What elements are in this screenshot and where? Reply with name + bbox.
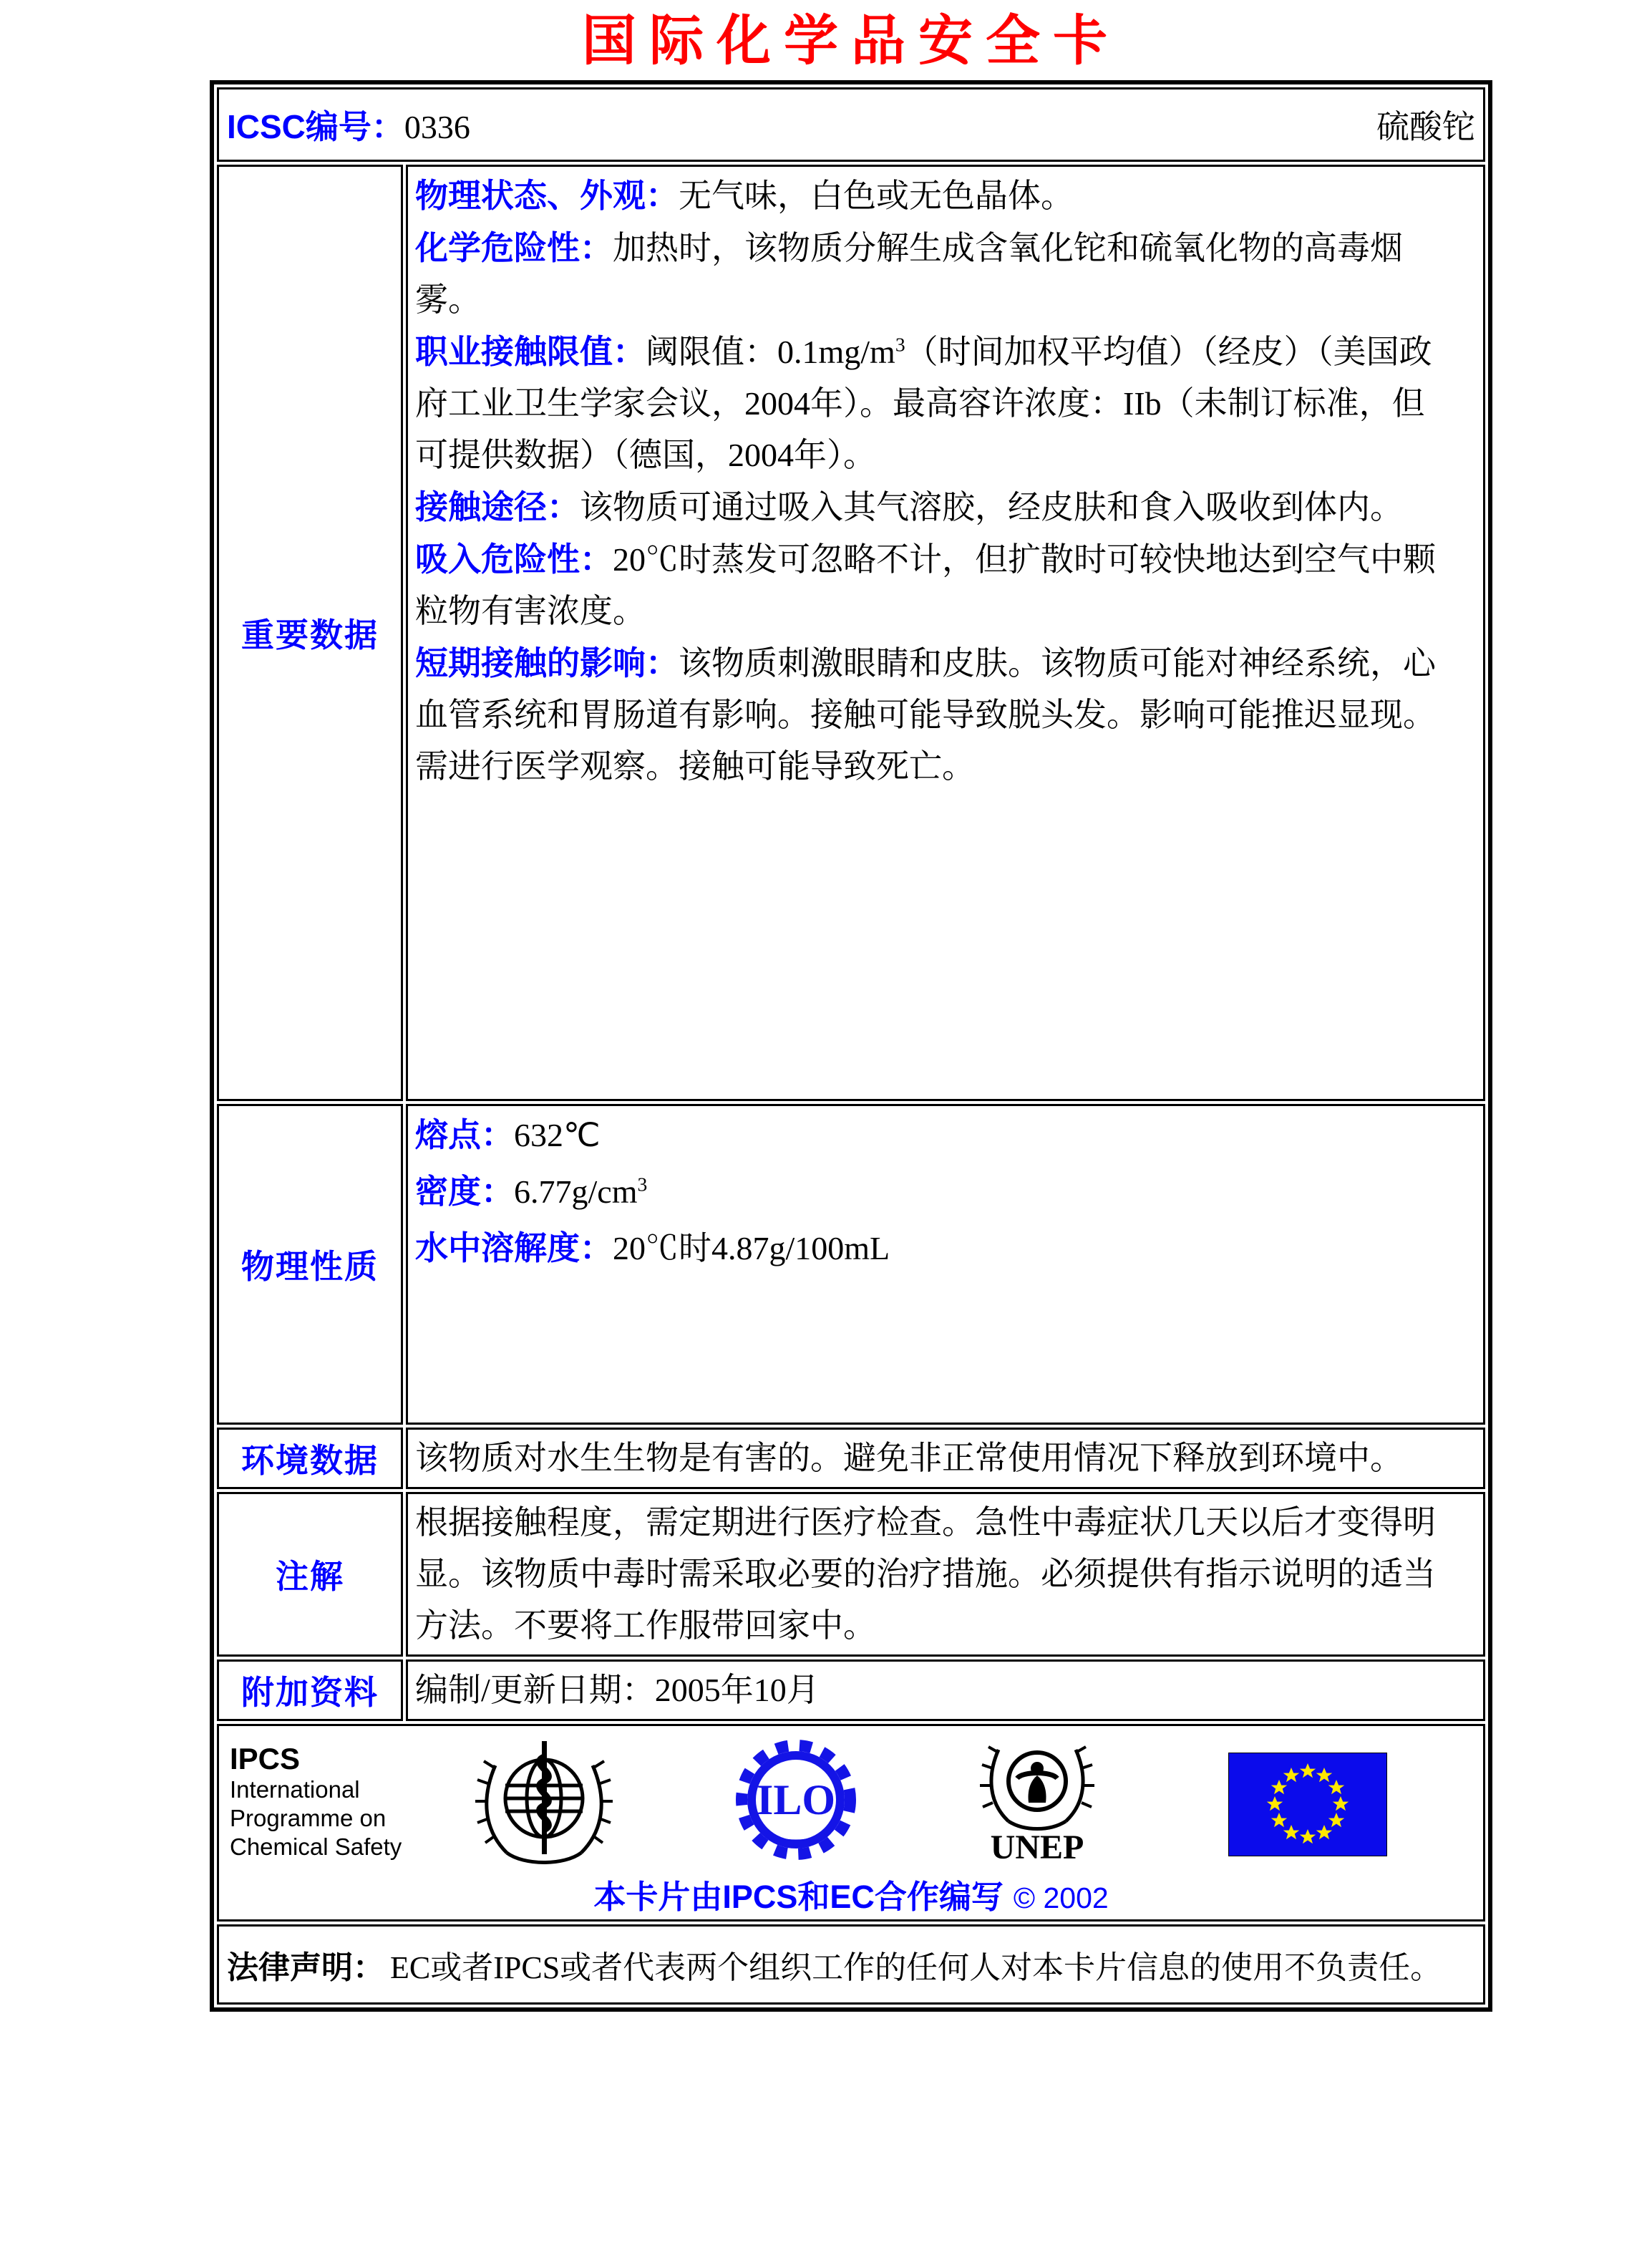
melting-point-paragraph <box>415 1109 1454 1161</box>
inhalation-risk-label: 吸入危险性： <box>415 541 613 578</box>
page-title: 国际化学品安全卡 <box>582 11 1120 72</box>
unep-logo-icon <box>980 1737 1094 1831</box>
density-value: 6.77g/cm <box>514 1173 638 1210</box>
ipcs-text-block <box>230 1743 402 1861</box>
chemical-danger-paragraph <box>415 222 1454 326</box>
header-row <box>217 87 1485 162</box>
occupational-limit-text-post: （时间加权平均值）（经皮）（美国政府工业卫生学家会议，2004年）。最高容许浓度：IIb（未制订标准，但可提供数据）（德国，2004年）。 <box>415 334 1432 473</box>
inhalation-risk-paragraph <box>415 533 1454 637</box>
short-term-effects-text: 该物质刺激眼睛和皮肤。该物质可能对神经系统，心血管系统和胃肠道有影响。接触可能导致脱头发。影响可能推迟显现。需进行医学观察。接触可能导致死亡。 <box>415 645 1436 785</box>
environment-data-row <box>217 1428 1485 1489</box>
icsc-number-label: ICSC编号： <box>227 108 404 145</box>
solubility-value: 20℃时4.87g/100mL <box>613 1230 890 1266</box>
notes-text: 根据接触程度，需定期进行医疗检查。急性中毒症状几天以后才变得明显。该物质中毒时需采取必要的治疗措施。必须提供有指示说明的适当方法。不要将工作服带回家中。 <box>415 1504 1436 1644</box>
unep-logo-block <box>976 1737 1098 1865</box>
section-label-environment-data: 环境数据 <box>217 1428 403 1489</box>
section-label-important-data: 重要数据 <box>217 165 403 1101</box>
density-sup: 3 <box>637 1173 648 1196</box>
short-term-effects-label: 短期接触的影响： <box>415 644 679 682</box>
chemical-name: 硫酸铊 <box>1376 109 1475 145</box>
occupational-limit-paragraph <box>415 326 1454 481</box>
additional-info-text: 编制/更新日期：2005年10月 <box>415 1672 820 1708</box>
additional-info-content <box>406 1659 1485 1721</box>
density-paragraph <box>415 1166 1454 1218</box>
solubility-label: 水中溶解度： <box>415 1229 613 1266</box>
melting-point-value: 632℃ <box>514 1117 601 1153</box>
melting-point-label: 熔点： <box>415 1116 514 1153</box>
legal-cell <box>217 1924 1485 2005</box>
short-term-effects-paragraph <box>415 637 1454 793</box>
unep-label: UNEP <box>990 1828 1084 1866</box>
header-cell <box>217 87 1485 162</box>
ipcs-line-2: Programme on <box>230 1805 387 1831</box>
chemical-danger-text: 加热时，该物质分解生成含氧化铊和硫氧化物的高毒烟雾。 <box>415 230 1403 318</box>
section-label-physical-properties: 物理性质 <box>217 1104 403 1425</box>
ipcs-line-3: Chemical Safety <box>230 1833 402 1860</box>
footer-caption <box>220 1871 1482 1917</box>
physical-state-label: 物理状态、外观： <box>415 177 679 214</box>
occupational-limit-text-pre: 阈限值：0.1mg/m <box>646 334 895 370</box>
logos-cell <box>217 1724 1485 1922</box>
logos-inner <box>220 1727 1482 1919</box>
physical-state-text: 无气味，白色或无色晶体。 <box>679 178 1074 214</box>
exposure-route-label: 接触途径： <box>415 488 580 525</box>
density-label: 密度： <box>415 1173 514 1210</box>
ipcs-acronym: IPCS <box>230 1742 301 1775</box>
important-data-row <box>217 165 1485 1101</box>
environment-data-content <box>406 1428 1485 1489</box>
solubility-paragraph <box>415 1222 1454 1274</box>
notes-content <box>406 1492 1485 1657</box>
occupational-limit-sup: 3 <box>895 333 905 356</box>
footer-copyright: © 2002 <box>1013 1881 1109 1914</box>
chemical-danger-label: 化学危险性： <box>415 229 613 266</box>
legal-inner <box>220 1927 1482 2002</box>
logos-row <box>217 1724 1485 1922</box>
ipcs-line-1: International <box>230 1776 360 1803</box>
important-data-content <box>406 165 1485 1101</box>
who-logo-icon <box>474 1737 614 1870</box>
icsc-number-group <box>227 101 470 148</box>
section-label-notes: 注解 <box>217 1492 403 1657</box>
physical-properties-content <box>406 1104 1485 1425</box>
additional-info-row <box>217 1659 1485 1721</box>
legal-text: EC或者IPCS或者代表两个组织工作的任何人对本卡片信息的使用不负责任。 <box>390 1950 1442 1985</box>
icsc-page <box>210 3 1492 2012</box>
legal-label: 法律声明： <box>227 1950 384 1985</box>
inhalation-risk-text: 20℃时蒸发可忽略不计，但扩散时可较快地达到空气中颗粒物有害浓度。 <box>415 541 1436 629</box>
physical-properties-row <box>217 1104 1485 1425</box>
physical-state-paragraph <box>415 170 1454 222</box>
icsc-number-value: 0336 <box>404 109 470 145</box>
eu-flag-icon <box>1228 1753 1387 1856</box>
occupational-limit-label: 职业接触限值： <box>415 333 646 370</box>
ilo-letters: ILO <box>756 1776 836 1823</box>
ilo-logo-icon <box>730 1734 862 1866</box>
icsc-card-table <box>210 80 1492 2012</box>
environment-data-text: 该物质对水生生物是有害的。避免非正常使用情况下释放到环境中。 <box>415 1440 1403 1476</box>
exposure-route-text: 该物质可通过吸入其气溶胶，经皮肤和食入吸收到体内。 <box>580 489 1403 525</box>
notes-row <box>217 1492 1485 1657</box>
legal-row <box>217 1924 1485 2005</box>
footer-caption-text: 本卡片由IPCS和EC合作编写 <box>593 1879 1004 1915</box>
section-label-additional-info: 附加资料 <box>217 1659 403 1721</box>
header-inner <box>220 90 1482 159</box>
exposure-route-paragraph <box>415 481 1454 533</box>
